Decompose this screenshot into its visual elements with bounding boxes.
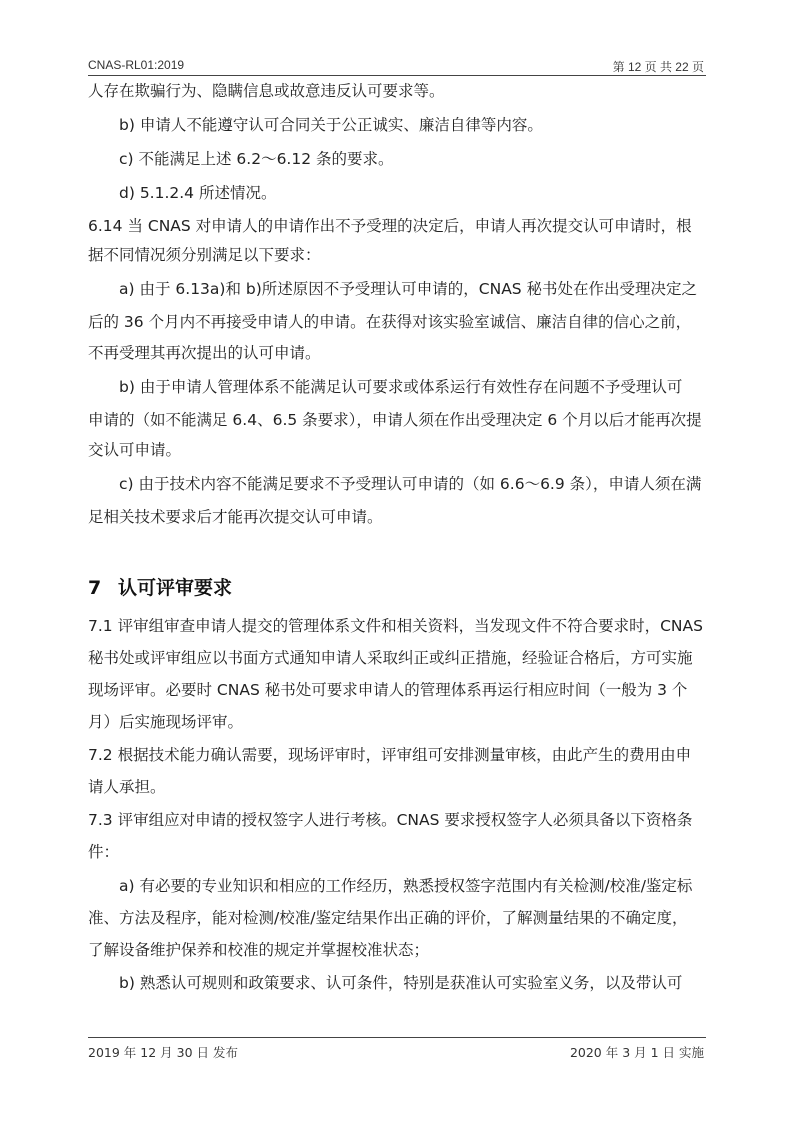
text-line: 申请的（如不能满足 6.4、6.5 条要求），申请人须在作出受理决定 6 个月以后才能再次提 bbox=[88, 411, 702, 429]
text-line: 7.1 评审组审查申请人提交的管理体系文件和相关资料，当发现文件不符合要求时，CNAS bbox=[88, 617, 703, 635]
implementation-date: 2020 年 3 月 1 日 实施 bbox=[569, 1045, 704, 1060]
text-line: 交认可申请。 bbox=[88, 441, 182, 459]
text-line: c) 不能满足上述 6.2～6.12 条的要求。 bbox=[119, 150, 394, 168]
text-line: a) 有必要的专业知识和相应的工作经历，熟悉授权签字范围内有关检测/校准/鉴定标 bbox=[119, 877, 693, 895]
section-title: 认可评审要求 bbox=[118, 577, 233, 599]
page-number: 第 12 页 共 22 页 bbox=[612, 60, 704, 74]
section-heading bbox=[88, 573, 232, 600]
text-line: b) 熟悉认可规则和政策要求、认可条件，特别是获准认可实验室义务，以及带认可 bbox=[119, 974, 683, 992]
section-number: 7 bbox=[88, 577, 102, 599]
issue-date: 2019 年 12 月 30 日 发布 bbox=[88, 1045, 238, 1060]
text-line: c) 由于技术内容不能满足要求不予受理认可申请的（如 6.6～6.9 条），申请人须在满 bbox=[119, 475, 702, 493]
text-line: 月）后实施现场评审。 bbox=[88, 713, 244, 731]
text-line: 7.3 评审组应对申请的授权签字人进行考核。CNAS 要求授权签字人必须具备以下资格条 bbox=[88, 811, 693, 829]
text-line: 后的 36 个月内不再接受申请人的申请。在获得对该实验室诚信、廉洁自律的信心之前， bbox=[88, 313, 692, 331]
header-rule bbox=[88, 75, 706, 76]
text-line: 件： bbox=[88, 843, 120, 861]
text-line: 准、方法及程序，能对检测/校准/鉴定结果作出正确的评价，了解测量结果的不确定度， bbox=[88, 909, 688, 927]
text-line: d) 5.1.2.4 所述情况。 bbox=[119, 184, 277, 202]
footer-rule bbox=[88, 1037, 706, 1038]
text-line: 秘书处或评审组应以书面方式通知申请人采取纠正或纠正措施，经验证合格后，方可实施 bbox=[88, 649, 693, 667]
text-line: 请人承担。 bbox=[88, 778, 166, 796]
text-line: a) 由于 6.13a)和 b)所述原因不予受理认可申请的，CNAS 秘书处在作出受理决定之 bbox=[119, 280, 698, 298]
text-line: b) 由于申请人管理体系不能满足认可要求或体系运行有效性存在问题不予受理认可 bbox=[119, 378, 683, 396]
text-line: 足相关技术要求后才能再次提交认可申请。 bbox=[88, 508, 383, 526]
text-line: 了解设备维护保养和校准的规定并掌握校准状态； bbox=[88, 941, 430, 959]
text-line: 6.14 当 CNAS 对申请人的申请作出不予受理的决定后，申请人再次提交认可申请时，根 bbox=[88, 217, 692, 235]
text-line: 7.2 根据技术能力确认需要，现场评审时，评审组可安排测量审核，由此产生的费用由申 bbox=[88, 746, 692, 764]
text-line: 不再受理其再次提出的认可申请。 bbox=[88, 344, 321, 362]
text-line: 人存在欺骗行为、隐瞒信息或故意违反认可要求等。 bbox=[88, 82, 445, 100]
doc-code: CNAS-RL01:2019 bbox=[88, 58, 185, 72]
text-line: b) 申请人不能遵守认可合同关于公正诚实、廉洁自律等内容。 bbox=[119, 116, 543, 134]
text-line: 据不同情况须分别满足以下要求： bbox=[88, 246, 321, 264]
text-line: 现场评审。必要时 CNAS 秘书处可要求申请人的管理体系再运行相应时间（一般为 3 个 bbox=[88, 681, 688, 699]
